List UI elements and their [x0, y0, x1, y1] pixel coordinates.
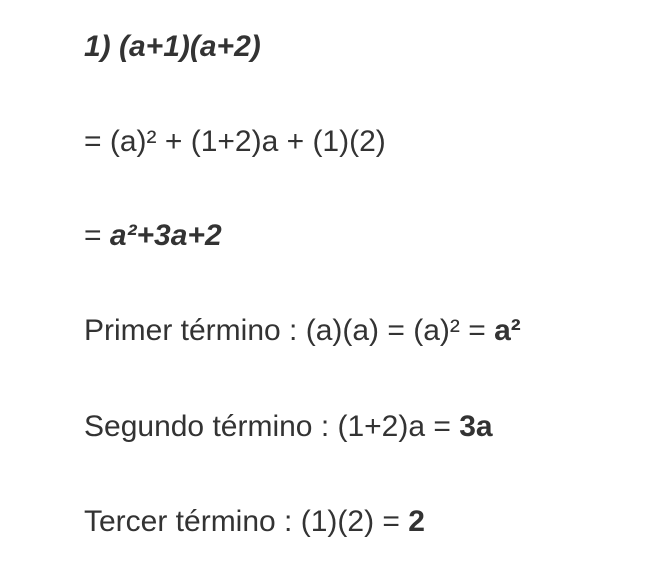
result-line	[84, 218, 222, 254]
problem-title: 1) (a+1)(a+2)	[84, 30, 261, 63]
third-term-line	[84, 504, 425, 540]
expansion-step: = (a)² + (1+2)a + (1)(2)	[84, 125, 386, 158]
third-term-label: Tercer término : (1)(2) =	[84, 505, 409, 538]
third-term-value: 2	[408, 505, 425, 538]
first-term-value: a²	[494, 314, 521, 347]
second-term-line	[84, 409, 493, 445]
result-prefix: =	[84, 219, 110, 252]
result-expression: a²+3a+2	[109, 219, 222, 252]
second-term-value: 3a	[459, 410, 493, 443]
first-term-line	[84, 313, 521, 349]
first-term-label: Primer término : (a)(a) = (a)² =	[84, 314, 495, 347]
second-term-label: Segundo término : (1+2)a =	[84, 410, 460, 443]
